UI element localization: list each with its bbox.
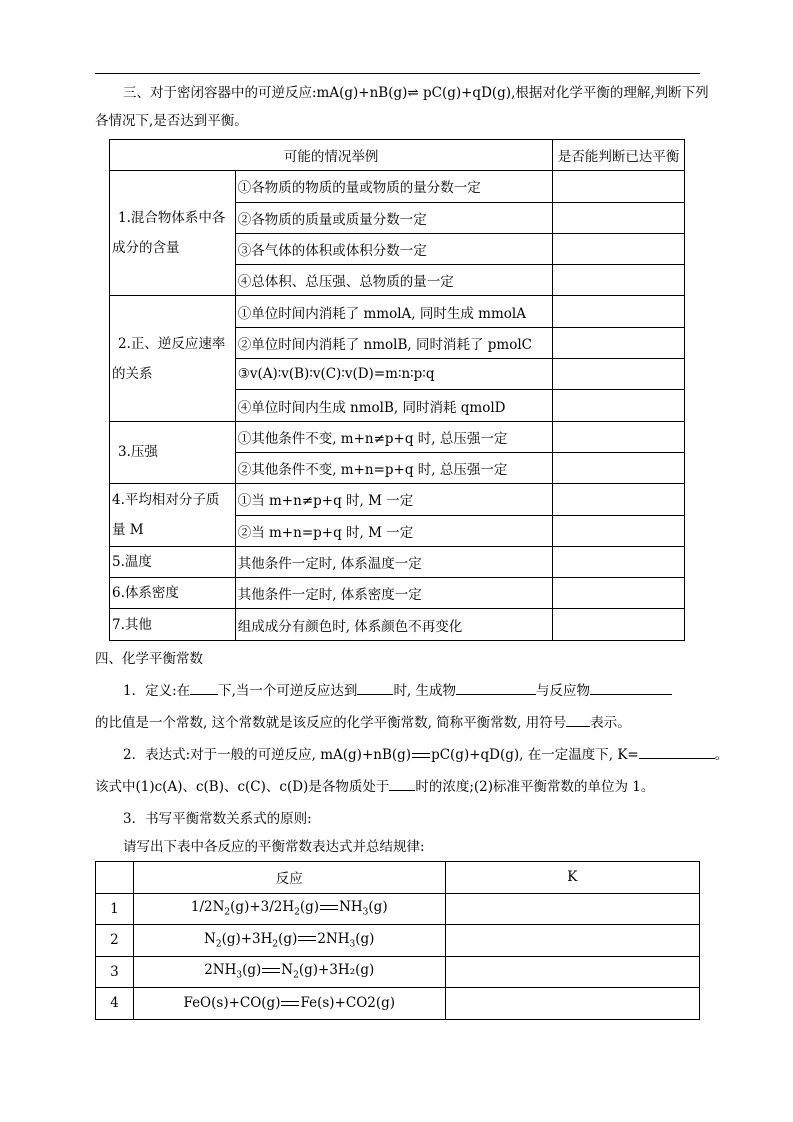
blank-reactants[interactable] <box>590 680 672 695</box>
row-num: 1 <box>96 893 134 925</box>
case-cell: 其他条件一定时, 体系密度一定 <box>235 578 553 609</box>
answer-cell[interactable] <box>553 265 685 296</box>
equilibrium-arrow-icon <box>411 752 431 760</box>
definition-line1: 1．定义:在 下,当一个可逆反应达到 时, 生成物 与反应物 <box>95 680 728 702</box>
instruction-text: 请写出下表中各反应的平衡常数表达式并总结规律: <box>123 839 425 855</box>
table-row <box>110 578 685 609</box>
equilibrium-criteria-table <box>109 139 685 641</box>
case-cell: ①各物质的物质的量或物质的量分数一定 <box>235 171 553 202</box>
section3-intro-line1: 三、对于密闭容器中的可逆反应:mA(g)+nB(g)⇌ pC(g)+qD(g),根据对化学平衡的理解,判断下列 <box>123 85 709 101</box>
case-cell: ②各物质的质量或质量分数一定 <box>235 202 553 233</box>
expression-line1: 2．表达式:对于一般的可逆反应, mA(g)+nB(g) pC(g)+qD(g), 在一定温度下, K= 。 <box>95 744 728 766</box>
principle-heading: 3．书写平衡常数关系式的原则: <box>123 811 312 827</box>
header-num <box>96 862 134 894</box>
case-cell: ②当 m+n=p+q 时, M 一定 <box>235 515 553 546</box>
table-row <box>96 956 700 988</box>
category-cell: 6.体系密度 <box>110 578 236 609</box>
equilibrium-arrow-icon <box>280 1000 300 1008</box>
case-cell: ④总体积、总压强、总物质的量一定 <box>235 265 553 296</box>
header-rule <box>95 73 700 74</box>
answer-cell[interactable] <box>553 390 685 421</box>
blank-products[interactable] <box>456 680 536 695</box>
answer-cell[interactable] <box>553 609 685 640</box>
case-cell: ②单位时间内消耗了 nmolB, 同时消耗了 pmolC <box>235 327 553 358</box>
row-num: 2 <box>96 925 134 957</box>
table-row <box>96 893 700 925</box>
answer-cell[interactable] <box>553 546 685 577</box>
answer-cell[interactable] <box>553 171 685 202</box>
answer-cell[interactable] <box>553 452 685 483</box>
equilibrium-arrow-icon <box>297 935 317 943</box>
case-cell: ①当 m+n≠p+q 时, M 一定 <box>235 484 553 515</box>
answer-cell[interactable] <box>553 202 685 233</box>
answer-cell[interactable] <box>553 578 685 609</box>
header-cases: 可能的情况举例 <box>110 140 553 171</box>
answer-cell[interactable] <box>553 296 685 327</box>
answer-cell[interactable] <box>553 327 685 358</box>
case-cell: ③各气体的体积或体积分数一定 <box>235 233 553 264</box>
section3-intro-line2: 各情况下,是否达到平衡。 <box>95 113 248 129</box>
category-cell: 4.平均相对分子质 量 M <box>110 484 236 547</box>
expression-line2: 该式中(1)c(A)、c(B)、c(C)、c(D)是各物质处于 时的浓度;(2)标准平衡常数的单位为 1。 <box>95 776 700 798</box>
equilibrium-constant-table <box>95 861 700 1020</box>
section4-title: 四、化学平衡常数 <box>95 651 203 667</box>
row-num: 3 <box>96 956 134 988</box>
blank-condition[interactable] <box>190 680 218 695</box>
header-reaction: 反应 <box>133 862 445 894</box>
equilibrium-arrow-icon <box>261 967 281 975</box>
case-cell: 其他条件一定时, 体系温度一定 <box>235 546 553 577</box>
case-cell: 组成成分有颜色时, 体系颜色不再变化 <box>235 609 553 640</box>
equilibrium-arrow-icon <box>319 904 339 912</box>
table-row <box>110 484 685 515</box>
category-cell: 3.压强 <box>110 421 236 484</box>
table-header-row <box>96 862 700 894</box>
category-cell: 1.混合物体系中各 成分的含量 <box>110 171 236 296</box>
answer-cell[interactable] <box>553 421 685 452</box>
k-answer-cell[interactable] <box>445 893 699 925</box>
case-cell: ①其他条件不变, m+n≠p+q 时, 总压强一定 <box>235 421 553 452</box>
k-answer-cell[interactable] <box>445 988 699 1020</box>
blank-k-expression[interactable] <box>639 744 715 759</box>
case-cell: ②其他条件不变, m+n=p+q 时, 总压强一定 <box>235 452 553 483</box>
k-answer-cell[interactable] <box>445 925 699 957</box>
reaction-cell: $1/2N_2(g)+3/2H_2(g)$ $NH_3(g)$ <box>133 893 445 925</box>
blank-state[interactable] <box>357 680 393 695</box>
case-cell: ①单位时间内消耗了 mmolA, 同时生成 mmolA <box>235 296 553 327</box>
header-k: K <box>445 862 699 894</box>
blank-symbol[interactable] <box>566 712 590 727</box>
header-judgement: 是否能判断已达平衡 <box>553 140 685 171</box>
answer-cell[interactable] <box>553 359 685 390</box>
answer-cell[interactable] <box>553 233 685 264</box>
reaction-cell: FeO(s)+CO(g) Fe(s)+CO2(g) <box>133 988 445 1020</box>
table-row <box>110 609 685 640</box>
k-answer-cell[interactable] <box>445 956 699 988</box>
category-cell: 5.温度 <box>110 546 236 577</box>
case-cell: ④单位时间内生成 nmolB, 同时消耗 qmolD <box>235 390 553 421</box>
blank-equilibrium[interactable] <box>389 776 415 791</box>
reaction-cell: $2NH_3(g)$ $N_2(g)+3H_2(g)$ <box>133 956 445 988</box>
row-num: 4 <box>96 988 134 1020</box>
table-row <box>110 296 685 327</box>
table-header-row <box>110 140 685 171</box>
definition-line2: 的比值是一个常数, 这个常数就是该反应的化学平衡常数, 简称平衡常数, 用符号 表示。 <box>95 712 700 734</box>
category-cell: 7.其他 <box>110 609 236 640</box>
table-row <box>110 546 685 577</box>
reaction-cell: $N_2(g)+3H_2(g)$ $2NH_3(g)$ <box>133 925 445 957</box>
table-row <box>96 925 700 957</box>
table-row <box>96 988 700 1020</box>
category-cell: 2.正、逆反应速率 的关系 <box>110 296 236 421</box>
answer-cell[interactable] <box>553 515 685 546</box>
table-row <box>110 171 685 202</box>
case-cell: ③v(A)∶v(B)∶v(C)∶v(D)=m∶n∶p∶q <box>235 359 553 390</box>
table-row <box>110 421 685 452</box>
answer-cell[interactable] <box>553 484 685 515</box>
